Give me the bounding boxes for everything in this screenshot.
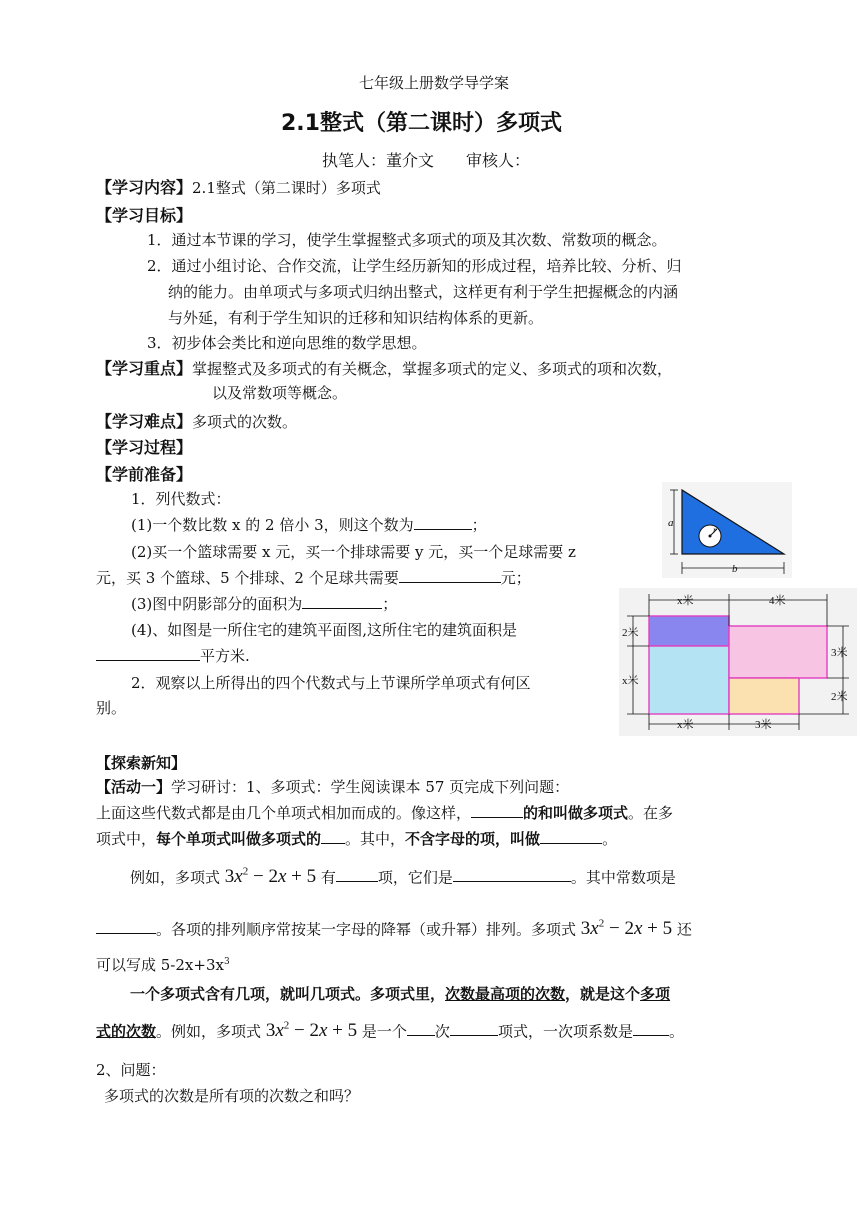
prep-q4-line1: (4)、如图是一所住宅的建筑平面图,这所住宅的建筑面积是 xyxy=(131,621,518,639)
difficulty-row xyxy=(96,409,297,432)
label-r: r xyxy=(713,525,717,535)
prep-item-2-cont: 别。 xyxy=(96,699,127,717)
question-text: 多项式的次数是所有项的次数之和吗？ xyxy=(104,1087,360,1105)
key-label: 【学习重点】 xyxy=(96,359,193,378)
room-bottom-left xyxy=(649,646,729,714)
room-right xyxy=(729,626,827,678)
question-label: 2、问题： xyxy=(96,1061,166,1079)
prep-q2-line1: (2)买一个篮球需要 x 元，买一个排球需要 y 元，买一个足球需要 z xyxy=(131,543,576,561)
answer-blank[interactable] xyxy=(414,515,472,530)
key-row xyxy=(96,356,672,379)
answer-blank[interactable] xyxy=(450,1021,498,1036)
dim-right-bottom: 2米 xyxy=(831,691,848,703)
difficulty-label: 【学习难点】 xyxy=(96,412,193,431)
key-line-1: 掌握整式及多项式的有关概念，掌握多项式的定义、多项式的项和次数， xyxy=(192,360,673,378)
answer-blank[interactable] xyxy=(453,867,571,882)
page-header: 七年级上册数学导学案 xyxy=(359,74,510,92)
explore-label: 【探索新知】 xyxy=(96,754,187,772)
answer-blank[interactable] xyxy=(399,568,501,583)
prep-q3: (3)图中阴影部分的面积为 ； xyxy=(131,595,398,613)
answer-blank[interactable] xyxy=(407,1021,435,1036)
authors-line: 执笔人：董介文 审核人： xyxy=(322,151,531,170)
dim-bottom-left: x米 xyxy=(677,719,694,731)
explore-p2: 项式中，每个单项式叫做多项式的 。其中，不含字母的项，叫做 。 xyxy=(96,830,618,848)
answer-blank[interactable] xyxy=(540,829,602,844)
polynomial: $3x^2 - 2x + 5$ xyxy=(224,866,317,888)
dim-top-right: 4米 xyxy=(769,595,786,607)
prep-q4-line2: 平方米. xyxy=(96,645,250,666)
prep-q1: (1)一个数比数 x 的 2 倍小 3，则这个数为 ； xyxy=(131,516,487,534)
key-line-2: 以及常数项等概念。 xyxy=(212,384,348,402)
definition-line-1: 一个多项式含有几项，就叫几项式。多项式里，次数最高项的次数，就是这个多项 xyxy=(130,985,671,1003)
example-line-3: 可以写成 $5-2x+3x^3$ xyxy=(96,956,230,974)
content-label: 【学习内容】 xyxy=(96,178,193,197)
dim-bottom-right: 3米 xyxy=(755,719,772,731)
content-text: 2.1整式（第二课时）多项式 xyxy=(192,179,381,197)
answer-blank[interactable] xyxy=(96,919,156,934)
circle-center xyxy=(709,535,712,538)
answer-blank[interactable] xyxy=(302,594,382,609)
answer-blank[interactable] xyxy=(633,1021,669,1036)
answer-blank[interactable] xyxy=(471,803,523,818)
activity-one-label: 【活动一】 xyxy=(96,778,172,796)
room-top-left xyxy=(649,616,729,646)
polynomial: $3x^2 - 2x + 5$ xyxy=(265,1020,358,1042)
answer-blank[interactable] xyxy=(96,646,200,661)
explore-p1: 上面这些代数式都是由几个单项式相加而成的。像这样， 的和叫做多项式。在多 xyxy=(96,804,674,822)
content-row xyxy=(96,175,381,198)
definition-line-2: 式的次数。例如，多项式 $3x^2 - 2x + 5$ 是一个 次 项式，一次项系数是 。 xyxy=(96,1020,684,1042)
triangle-figure xyxy=(662,482,792,578)
prep-q2-line2: 元，买 3 个篮球、5 个排球、2 个足球共需要 元； xyxy=(96,569,531,587)
answer-blank[interactable] xyxy=(321,829,345,844)
answer-blank[interactable] xyxy=(336,867,378,882)
dim-top-left: x米 xyxy=(677,595,694,607)
goal-item-3: 3．初步体会类比和逆向思维的数学思想。 xyxy=(147,334,427,352)
page-title: 2.1整式（第二课时）多项式 xyxy=(281,111,562,136)
goal-item-2-cont2: 与外延，有利于学生知识的迁移和知识结构体系的更新。 xyxy=(168,309,544,327)
floor-plan-figure xyxy=(619,588,857,736)
difficulty-text: 多项式的次数。 xyxy=(192,413,298,431)
dim-left-top: 2米 xyxy=(622,627,639,639)
example-line-1: 例如，多项式 $3x^2 - 2x + 5$ 有 项，它们是 。其中常数项是 xyxy=(130,866,676,888)
goal-item-1: 1．通过本节课的学习，使学生掌握整式多项式的项及其次数、常数项的概念。 xyxy=(147,231,667,249)
prep-label: 【学前准备】 xyxy=(96,465,193,484)
label-a: a xyxy=(668,517,674,529)
label-b: b xyxy=(732,563,738,575)
prep-item-2: 2．观察以上所得出的四个代数式与上节课所学单项式有何区 xyxy=(131,674,531,692)
dim-left-bottom: x米 xyxy=(622,675,639,687)
goal-item-2-cont: 纳的能力。由单项式与多项式归纳出整式，这样更有利于学生把握概念的内涵 xyxy=(168,283,679,301)
example-line-2: 。各项的排列顺序常按某一字母的降幂（或升幂）排列。多项式 $3x^2 - 2x + 5$ 还 xyxy=(96,918,692,940)
activity-one-text: 学习研讨：1、多项式：学生阅读课本 57 页完成下列问题： xyxy=(171,778,570,796)
polynomial: $3x^2 - 2x + 5$ xyxy=(580,918,673,940)
room-bottom-right xyxy=(729,678,799,714)
dim-right-top: 3米 xyxy=(831,647,848,659)
prep-item-1: 1．列代数式： xyxy=(131,490,231,508)
goals-label: 【学习目标】 xyxy=(96,206,193,225)
process-label: 【学习过程】 xyxy=(96,438,193,457)
goal-item-2: 2．通过小组讨论、合作交流，让学生经历新知的形成过程，培养比较、分析、归 xyxy=(147,257,682,275)
activity-one-row xyxy=(96,776,569,797)
